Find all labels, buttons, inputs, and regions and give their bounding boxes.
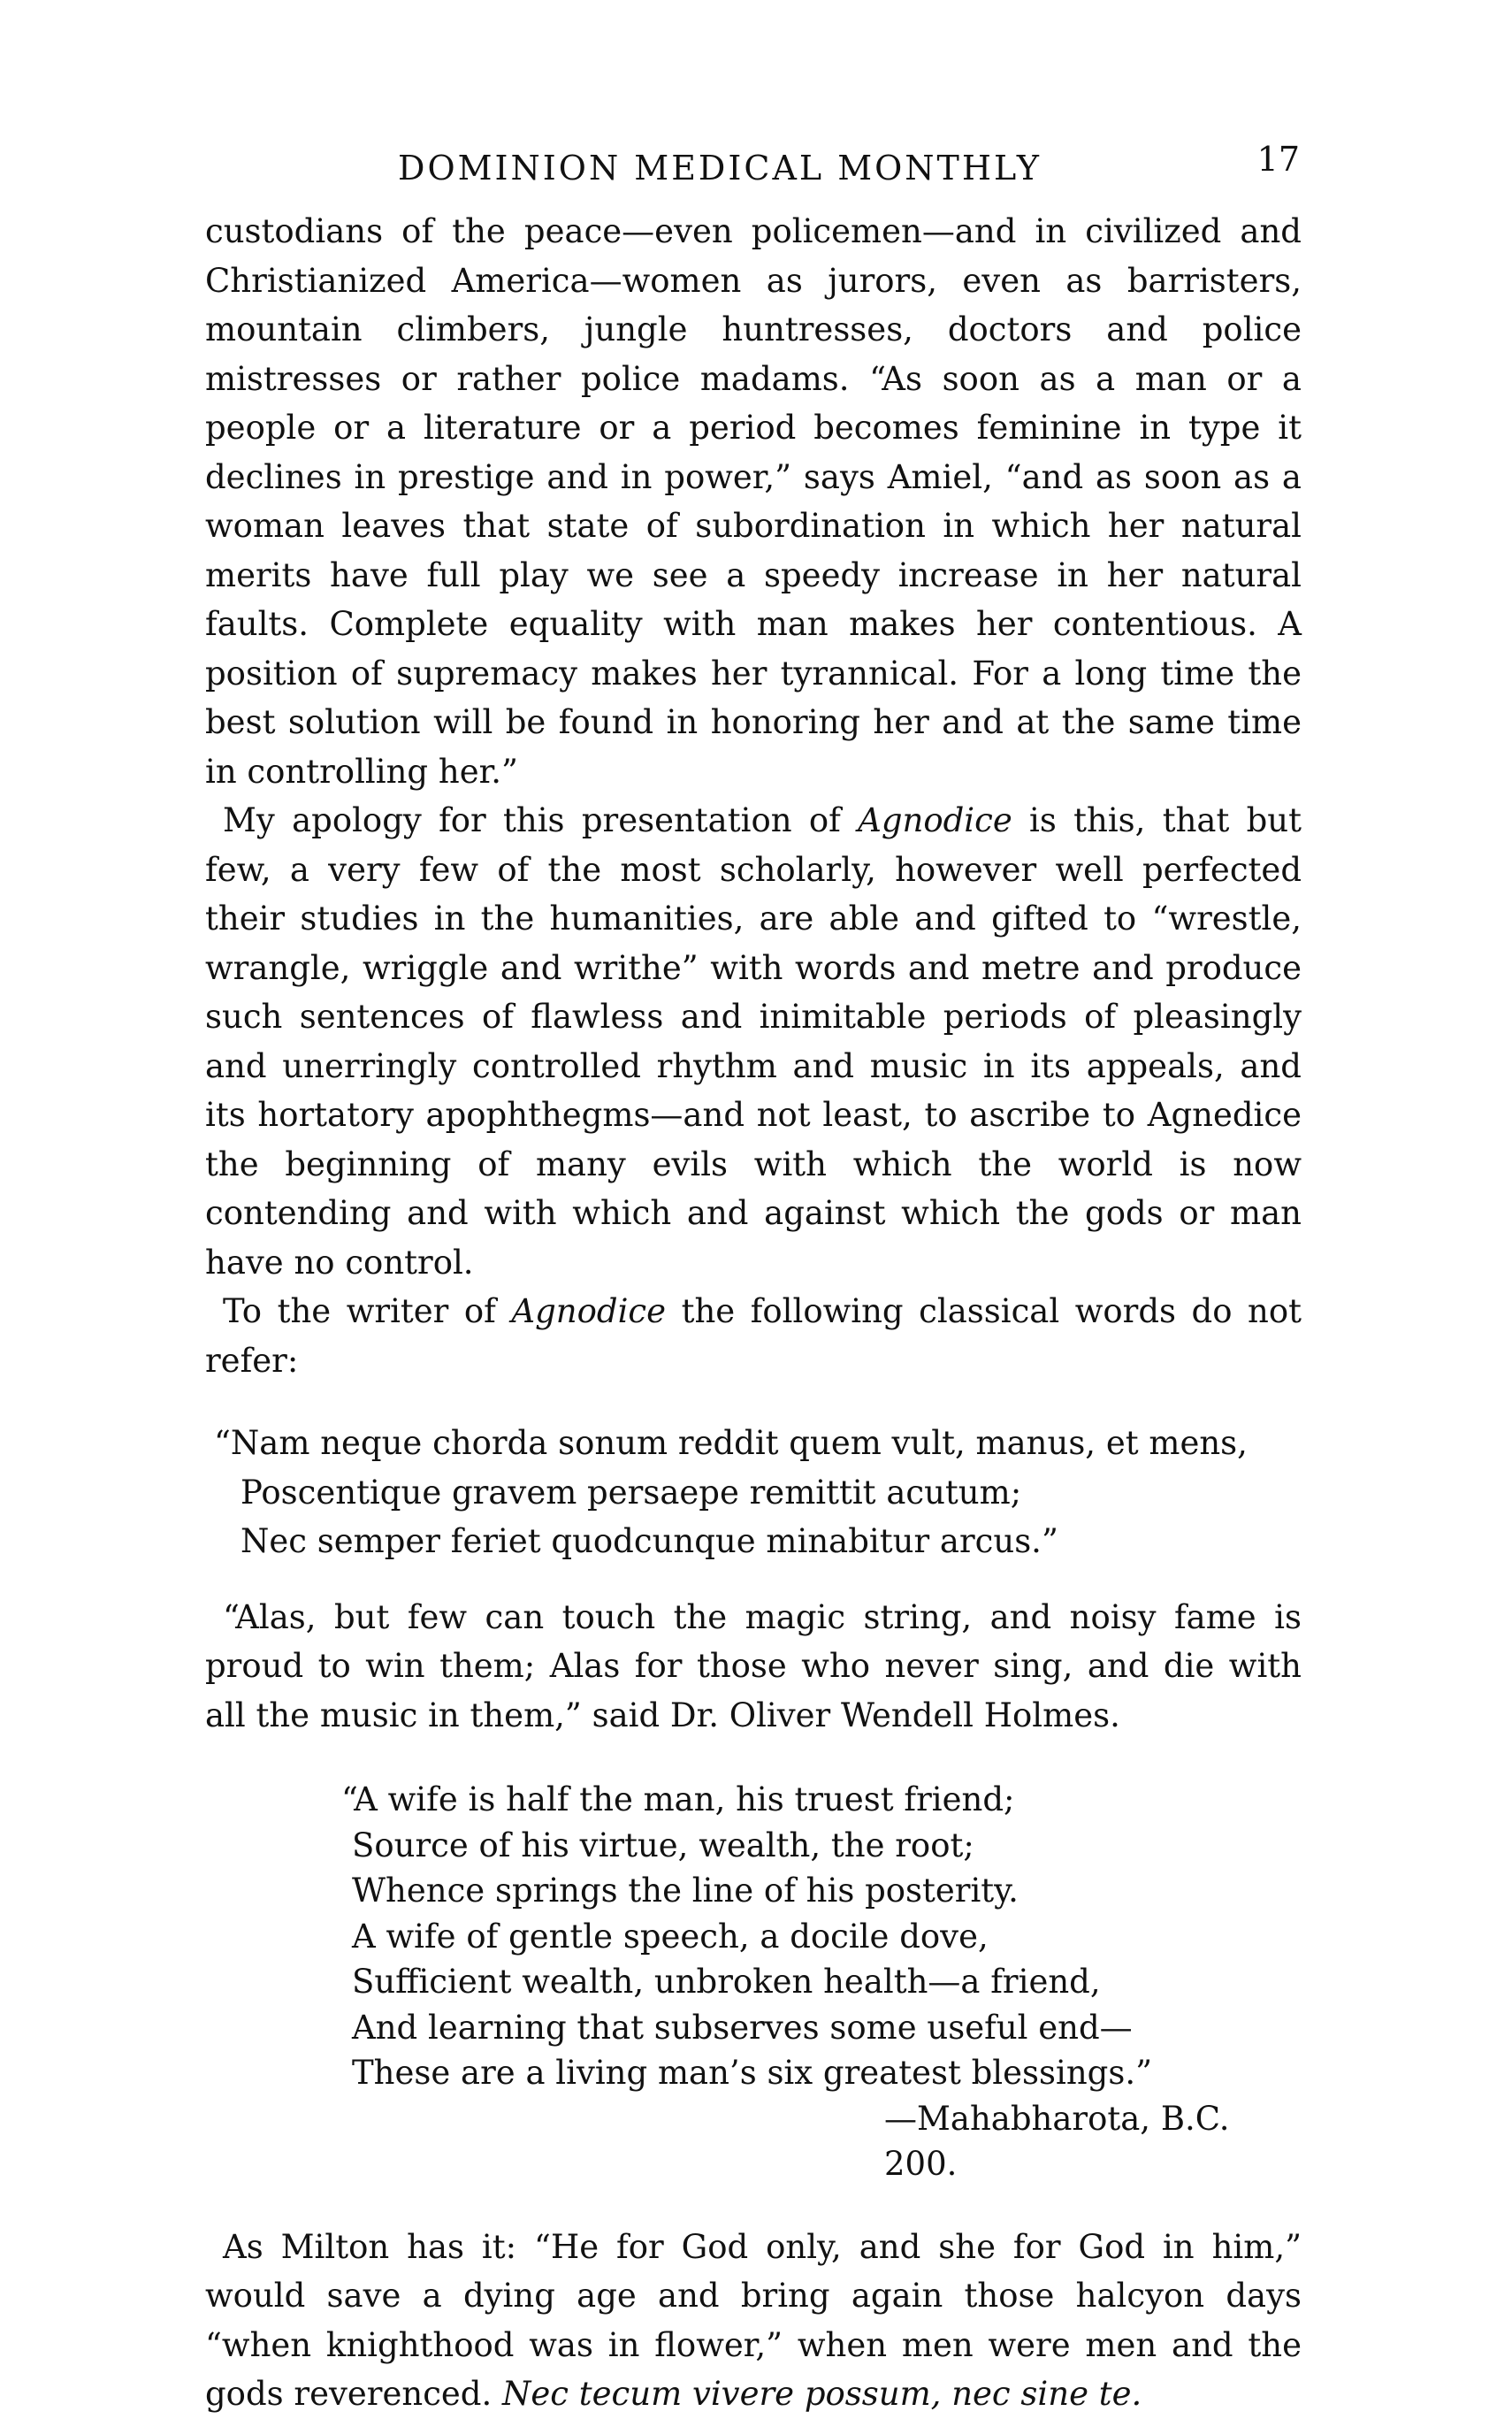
milton-text: As Milton has it: “He for God only, and she for God in him,” would save a dying age and bring again those halcyon days “when knighthood was in flower,” when men were men and the gods reverenced. (205, 2227, 1302, 2413)
latin-verse-line: Nec semper feriet quodcunque minabitur arcus.” (241, 1522, 1058, 1560)
wife-verse-line: A wife of gentle speech, a docile dove, (352, 1917, 989, 1956)
mahabharata-verse (318, 1777, 1302, 2187)
refer-text-end: the following classical words do not refer: (205, 1292, 1302, 1380)
paragraph-amiel: custodians of the peace—even policemen—and in civilized and Christianized America—women as jurors, even as barristers, mountain climbers, jungle huntresses, doctors and police mistresses or rather police madams. “As soon as a man or a people or a literature or a period becomes feminine in type it declines in prestige and in power,” says Amiel, “and as soon as a woman leaves that state of subordination in which her natural merits have full play we see a speedy increase in her natural faults. Complete equality with man makes her contentious. A position of supremacy makes her tyrannical. For a long time the best solution will be found in honoring her and at the same time in controlling her.” (205, 212, 1302, 791)
verse-attribution: —Mahabharota, B.C. 200. (884, 2099, 1230, 2183)
latin-verse-line: Poscentique gravem persaepe remittit acutum; (241, 1473, 1022, 1512)
refer-text-start: To the writer of (223, 1292, 512, 1330)
wife-verse-line: And learning that subserves some useful end— (352, 2008, 1133, 2047)
agnodice-title: Agnodice (858, 801, 1012, 839)
paragraph-holmes: “Alas, but few can touch the magic string, and noisy fame is proud to win them; Alas for those who never sing, and die with all the music in them,” said Dr. Oliver Wendell Holmes. (205, 1597, 1302, 1734)
apology-text-end: is this, that but few, a very few of the most scholarly, however well perfected their studies in the humanities, are able and gifted to “wrestle, wrangle, wriggle and writhe” with words and metre and produce such sentences of flawless and inimitable periods of pleasingly and unerringly controlled rhythm and music in its appeals, and its hortatory apophthegms—and not least, to ascribe to Agnedice the beginning of many evils with which the world is now contending and with which and against which the gods or man have no control. (205, 801, 1302, 1282)
agnodice-title-2: Agnodice (511, 1292, 667, 1330)
latin-verse-line: “Nam neque chorda sonum reddit quem vult, manus, et mens, (214, 1424, 1248, 1462)
paragraph-refer (205, 1287, 1302, 1385)
wife-verse-line: These are a living man’s six greatest blessings.” (352, 2054, 1153, 2092)
wife-verse-line: Whence springs the line of his posterity. (352, 1872, 1019, 1910)
wife-verse-line: Sufficient wealth, unbroken health—a friend, (352, 1963, 1101, 2001)
page-number: 17 (1256, 140, 1300, 179)
wife-verse-line: Source of his virtue, wealth, the root; (352, 1826, 974, 1864)
paragraph-milton (205, 2223, 1302, 2419)
latin-closing: Nec tecum vivere possum, nec sine te. (502, 2375, 1142, 2413)
wife-verse-line: “A wife is half the man, his truest friend; (341, 1780, 1015, 1818)
apology-text-start: My apology for this presentation of (223, 801, 859, 839)
page-header (212, 140, 1300, 202)
article-body (205, 207, 1302, 2419)
latin-verse (214, 1419, 1302, 1566)
paragraph-apology (205, 796, 1302, 1287)
running-title: DOMINION MEDICAL MONTHLY (398, 149, 1042, 188)
